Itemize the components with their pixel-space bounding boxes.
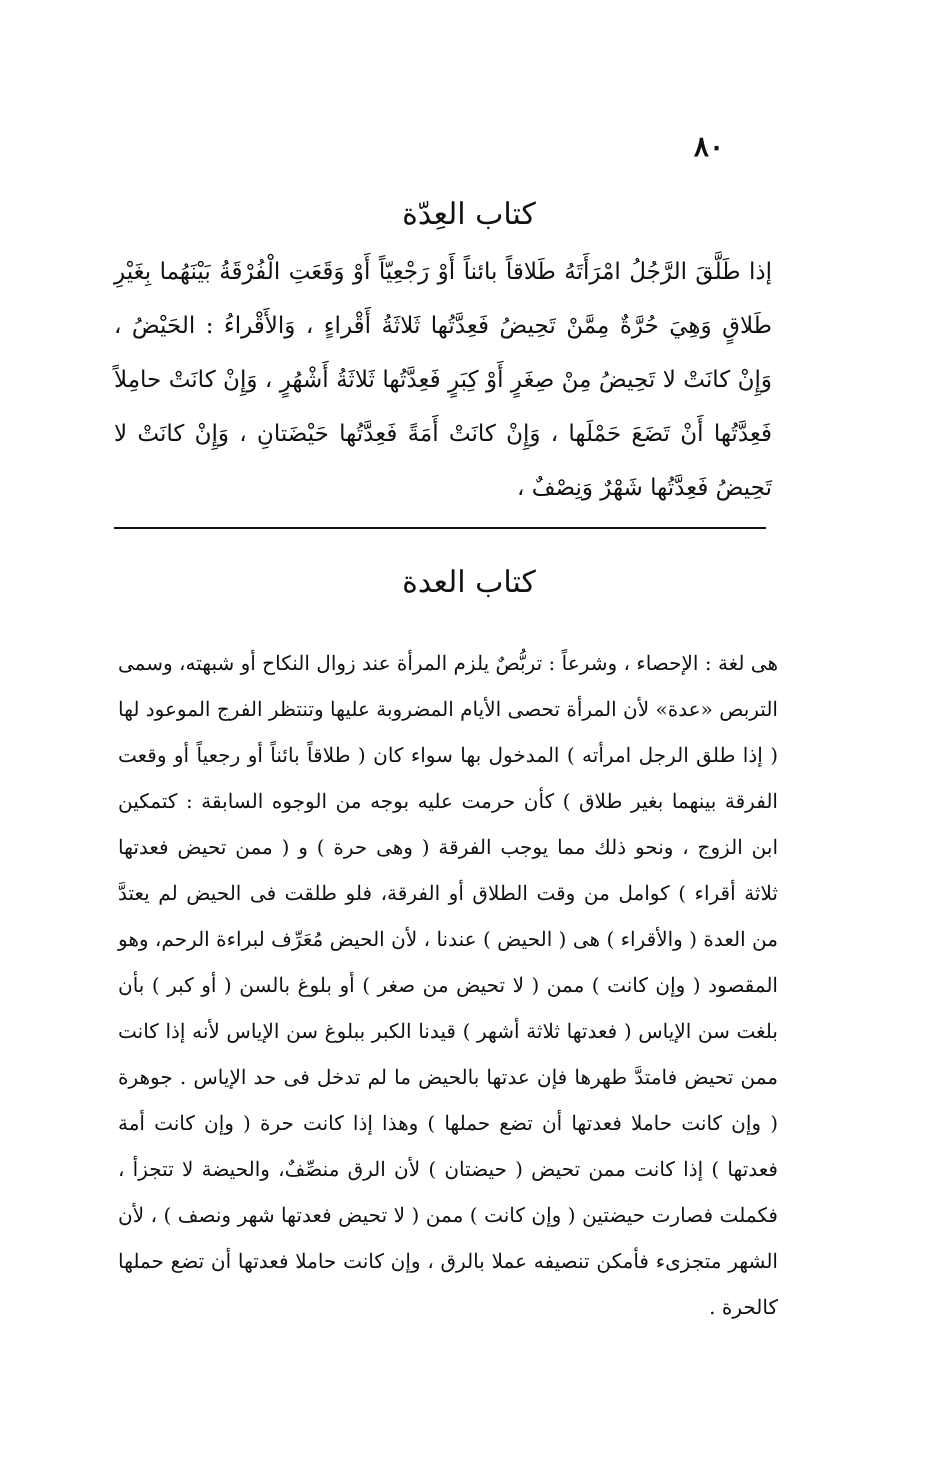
page-number: ٨٠	[693, 130, 724, 163]
section-divider	[114, 527, 766, 529]
sharh-text: هى لغة : الإحصاء ، وشرعاً : تربُّصٌ يلزم المرأة عند زوال النكاح أو شبهته، وسمى التربص «عدة» لأن المرأة تحصى الأيام المضروبة عليها وتنتظر الفرج الموعود لها ( إذا طلق الرجل امرأته ) المدخول بها سواء كان ( طلاقاً بائناً أو رجعياً أو وقعت الفرقة بينهما بغير طلاق ) كأن حرمت عليه بوجه من الوجوه السابقة : كتمكين ابن الزوج ، ونحو ذلك مما يوجب الفرقة ( وهى حرة ) و ( ممن تحيض فعدتها ثلاثة أقراء ) كوامل من وقت الطلاق أو الفرقة، فلو طلقت فى الحيض لم يعتدَّ من العدة ( والأقراء ) هى ( الحيض ) عندنا ، لأن الحيض مُعَرِّف لبراءة الرحم، وهو المقصود ( وإن كانت ) ممن ( لا تحيض من صغر ) أو بلوغ بالسن ( أو كبر ) بأن بلغت سن الإياس ( فعدتها ثلاثة أشهر ) قيدنا الكبر ببلوغ سن الإياس لأنه إذا كانت ممن تحيض فامتدَّ طهرها فإن عدتها بالحيض ما لم تدخل فى حد الإياس . جوهرة ( وإن كانت حاملا فعدتها أن تضع حملها ) وهذا إذا كانت حرة ( وإن كانت أمة فعدتها ) إذا كانت ممن تحيض ( حيضتان ) لأن الرق منصِّفٌ، والحيضة لا تتجزأ ، فكملت فصارت حيضتين ( وإن كانت ) ممن ( لا تحيض فعدتها شهر ونصف ) ، لأن الشهر متجزىء فأمكن تنصيفه عملا بالرق ، وإن كانت حاملا فعدتها أن تضع حملها كالحرة .	[118, 651, 778, 1319]
matn-text: إذا طَلَّقَ الرَّجُلُ امْرَأَتَهُ طَلاقاً بائناً أَوْ رَجْعِيّاً أَوْ وَقَعَتِ الْفُرْقَةُ بَيْنَهُما بِغَيْرِ طَلاقٍ وَهِيَ حُرَّةٌ مِمَّنْ تَحِيضُ فَعِدَّتُها ثَلاثَةُ أَقْراءٍ ، وَالأَقْراءُ : الحَيْضُ ، وَإِنْ كانَتْ لا تَحِيضُ مِنْ صِغَرٍ أَوْ كِبَرٍ فَعِدَّتُها ثَلاثَةُ أَشْهُرٍ ، وَإِنْ كانَتْ حامِلاً فَعِدَّتُها أَنْ تَضَعَ حَمْلَها ، وَإِنْ كانَتْ أَمَةً فَعِدَّتُها حَيْضَتانِ ، وَإِنْ كانَتْ لا تَحِيضُ فَعِدَّتُها شَهْرٌ وَنِصْفٌ ،	[114, 259, 772, 501]
sharh-chapter-title: كتاب العدة	[402, 565, 536, 600]
matn-chapter-title: كتاب العِدّة	[402, 197, 536, 232]
